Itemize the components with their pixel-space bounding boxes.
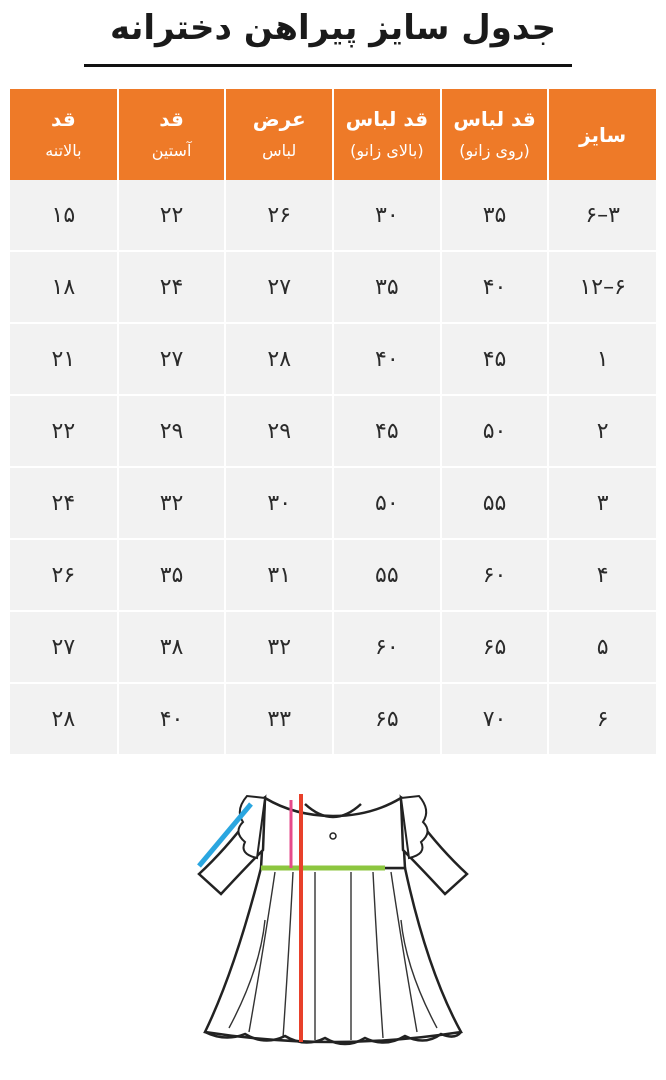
header-main: سایز	[579, 122, 627, 147]
cell-length-above-knee: ۳۰	[333, 180, 441, 251]
table-row	[10, 395, 656, 467]
cell-length-knee: ۴۰	[441, 251, 549, 323]
cell-size: ۳–۶	[548, 180, 656, 251]
cell-length-above-knee: ۴۵	[333, 395, 441, 467]
cell-width: ۲۷	[225, 251, 333, 323]
cell-size: ۵	[548, 611, 656, 683]
cell-bodice: ۲۲	[10, 395, 118, 467]
cell-length-above-knee: ۶۵	[333, 683, 441, 754]
cell-bodice: ۲۷	[10, 611, 118, 683]
cell-length-knee: ۷۰	[441, 683, 549, 754]
cell-bodice: ۱۸	[10, 251, 118, 323]
cell-width: ۳۲	[225, 611, 333, 683]
cell-sleeve: ۲۲	[118, 180, 226, 251]
cell-width: ۲۹	[225, 395, 333, 467]
dress-icon	[165, 770, 501, 1070]
cell-sleeve: ۲۹	[118, 395, 226, 467]
cell-size: ۲	[548, 395, 656, 467]
cell-length-above-knee: ۴۰	[333, 323, 441, 395]
table-row	[10, 323, 656, 395]
cell-bodice: ۲۱	[10, 323, 118, 395]
cell-bodice: ۲۶	[10, 539, 118, 611]
header-sub: (روی زانو)	[459, 140, 530, 160]
header-size	[548, 89, 656, 180]
table-row	[10, 251, 656, 323]
cell-sleeve: ۳۸	[118, 611, 226, 683]
cell-sleeve: ۲۴	[118, 251, 226, 323]
cell-width: ۳۰	[225, 467, 333, 539]
dress-illustration	[165, 770, 501, 1070]
cell-width: ۳۱	[225, 539, 333, 611]
header-main: قد	[51, 106, 76, 131]
cell-bodice: ۲۴	[10, 467, 118, 539]
page-title: جدول سایز پیراهن دخترانه	[109, 8, 557, 48]
cell-size: ۶	[548, 683, 656, 754]
cell-size: ۳	[548, 467, 656, 539]
cell-length-above-knee: ۶۰	[333, 611, 441, 683]
header-sub: بالاتنه	[45, 140, 82, 160]
header-sub: لباس	[262, 140, 297, 160]
cell-size: ۱	[548, 323, 656, 395]
cell-length-knee: ۶۰	[441, 539, 549, 611]
cell-length-above-knee: ۵۵	[333, 539, 441, 611]
header-width	[225, 89, 333, 180]
table-row	[10, 611, 656, 683]
cell-sleeve: ۳۵	[118, 539, 226, 611]
cell-width: ۳۳	[225, 683, 333, 754]
table-row	[10, 180, 656, 251]
cell-sleeve: ۲۷	[118, 323, 226, 395]
header-main: قد لباس	[453, 106, 536, 131]
cell-sleeve: ۴۰	[118, 683, 226, 754]
size-table	[10, 89, 656, 754]
title-underline	[84, 64, 572, 67]
header-sub: آستین	[151, 140, 192, 160]
cell-size: ۴	[548, 539, 656, 611]
cell-width: ۲۸	[225, 323, 333, 395]
dress-skirt	[205, 868, 461, 1042]
cell-length-knee: ۴۵	[441, 323, 549, 395]
cell-bodice: ۱۵	[10, 180, 118, 251]
header-main: قد	[159, 106, 184, 131]
header-sleeve	[118, 89, 226, 180]
cell-bodice: ۲۸	[51, 706, 76, 732]
table-row	[10, 539, 656, 611]
cell-sleeve: ۳۲	[118, 467, 226, 539]
header-main: عرض	[252, 106, 306, 131]
cell-width: ۲۶	[225, 180, 333, 251]
header-length-knee	[441, 89, 549, 180]
header-sub: (بالای زانو)	[350, 140, 424, 160]
cell-length-above-knee: ۵۰	[333, 467, 441, 539]
cell-length-knee: ۶۵	[441, 611, 549, 683]
cell-length-above-knee: ۳۵	[333, 251, 441, 323]
cell-length-knee: ۳۵	[441, 180, 549, 251]
header-main: قد لباس	[345, 106, 429, 131]
cell-length-knee: ۵۰	[441, 395, 549, 467]
header-row	[10, 89, 656, 180]
header-length-above-knee	[333, 89, 441, 180]
cell-size: ۶–۱۲	[548, 251, 656, 323]
header-bodice	[10, 89, 118, 180]
table-row	[10, 467, 656, 539]
cell-length-knee: ۵۵	[441, 467, 549, 539]
table-row	[10, 683, 656, 754]
